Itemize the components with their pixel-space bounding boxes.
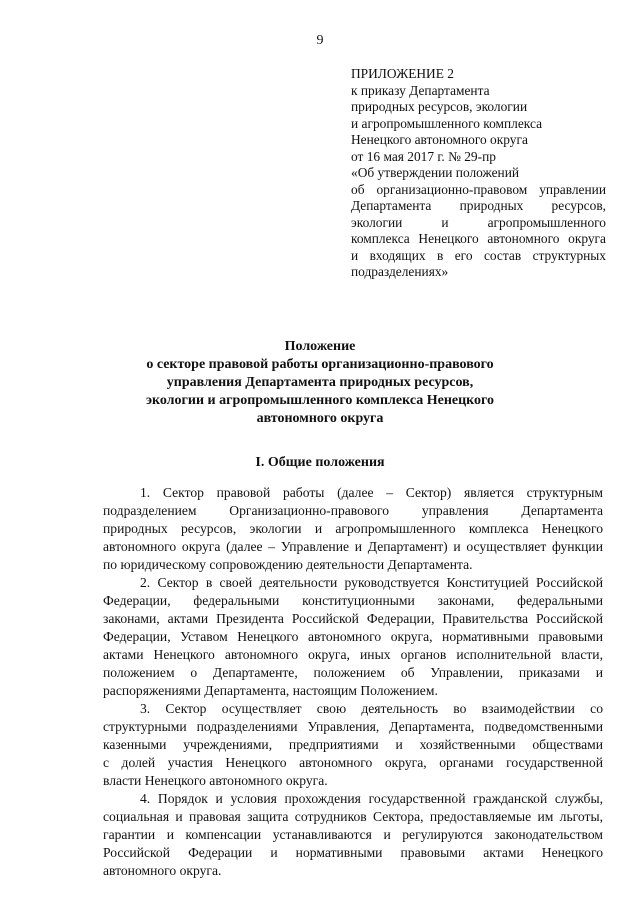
appendix-line: и входящих в его состав структурных bbox=[351, 247, 606, 263]
paragraph-3 bbox=[103, 700, 603, 790]
paragraph-line: распоряжениями Департамента, настоящим Положением. bbox=[103, 683, 438, 698]
appendix-block bbox=[351, 66, 606, 281]
paragraph-line: по юридическому сопровождению деятельности Департамента. bbox=[103, 557, 473, 572]
appendix-line: комплекса Ненецкого автономного округа bbox=[351, 231, 606, 246]
document-title bbox=[120, 338, 520, 428]
paragraph-line: Федерации, федеральными конституционными законами, федеральными bbox=[103, 593, 603, 608]
paragraph-line: Федерации, Уставом Ненецкого автономного округа, нормативными правовыми bbox=[103, 629, 603, 644]
appendix-line: ПРИЛОЖЕНИЕ 2 bbox=[351, 66, 454, 81]
paragraph-line: 1. Сектор правовой работы (далее – Сектор) является структурным bbox=[140, 485, 603, 500]
appendix-line: Департамента природных ресурсов, bbox=[351, 198, 606, 213]
appendix-line: Ненецкого автономного округа bbox=[351, 132, 528, 147]
paragraph-line: 3. Сектор осуществляет свою деятельность во взаимодействии со bbox=[140, 701, 603, 716]
paragraph-line: подразделением Организационно-правового управления Департамента bbox=[103, 503, 603, 518]
paragraph-line: структурными подразделениями Управления, Департамента, подведомственными bbox=[103, 719, 603, 734]
appendix-line: и агропромышленного комплекса bbox=[351, 115, 543, 131]
paragraph-line: гарантии и компенсации устанавливаются и регулируются законодательством bbox=[103, 827, 603, 842]
title-line: экологии и агропромышленного комплекса Ненецкого bbox=[145, 393, 495, 408]
paragraph-line: 4. Порядок и условия прохождения государственной гражданской службы, bbox=[140, 791, 603, 806]
paragraph-line: автономного округа (далее – Управление и Департамент) и осуществляет функции bbox=[103, 539, 603, 554]
title-line: о секторе правовой работы организационно-правового bbox=[146, 357, 494, 372]
page-number: 9 bbox=[316, 33, 324, 48]
paragraph-2 bbox=[103, 574, 603, 700]
appendix-line: подразделениях» bbox=[351, 264, 449, 279]
paragraph-line: Российской Федерации и нормативными правовыми актами Ненецкого bbox=[103, 845, 603, 860]
appendix-line: природных ресурсов, экологии bbox=[351, 99, 528, 114]
paragraph-line: положением о Департаменте, положением об Управлении, приказами и bbox=[103, 665, 603, 680]
appendix-line: «Об утверждении положений bbox=[351, 165, 520, 180]
paragraph-1 bbox=[103, 484, 603, 574]
title-line: Положение bbox=[284, 339, 356, 354]
title-line: управления Департамента природных ресурсов, bbox=[166, 375, 474, 390]
paragraph-line: актами Ненецкого автономного округа, иных органов исполнительной власти, bbox=[103, 647, 603, 662]
appendix-line: от 16 мая 2017 г. № 29-пр bbox=[351, 148, 496, 164]
paragraph-line: социальная и правовая защита сотрудников Сектора, предоставляемые им льготы, bbox=[103, 809, 603, 824]
appendix-line: к приказу Департамента bbox=[351, 82, 490, 98]
paragraph-line: природных ресурсов, экологии и агропромышленного комплекса Ненецкого bbox=[103, 521, 603, 536]
paragraph-line: казенными учреждениями, предприятиями и хозяйственными обществами bbox=[103, 737, 603, 752]
paragraph-line: автономного округа. bbox=[103, 863, 222, 878]
paragraph-line: 2. Сектор в своей деятельности руководствуется Конституцией Российской bbox=[140, 575, 603, 590]
document-body bbox=[103, 484, 603, 880]
appendix-line: экологии и агропромышленного bbox=[351, 214, 606, 230]
paragraph-4 bbox=[103, 790, 603, 880]
paragraph-line: законами, актами Президента Российской Федерации, Правительства Российской bbox=[103, 611, 603, 626]
appendix-line: об организационно-правовом управлении bbox=[351, 181, 606, 197]
section-heading: I. Общие положения bbox=[255, 455, 385, 470]
title-line: автономного округа bbox=[256, 411, 384, 426]
paragraph-line: власти Ненецкого автономного округа. bbox=[103, 773, 328, 788]
paragraph-line: с долей участия Ненецкого автономного округа, органами государственной bbox=[103, 755, 603, 770]
